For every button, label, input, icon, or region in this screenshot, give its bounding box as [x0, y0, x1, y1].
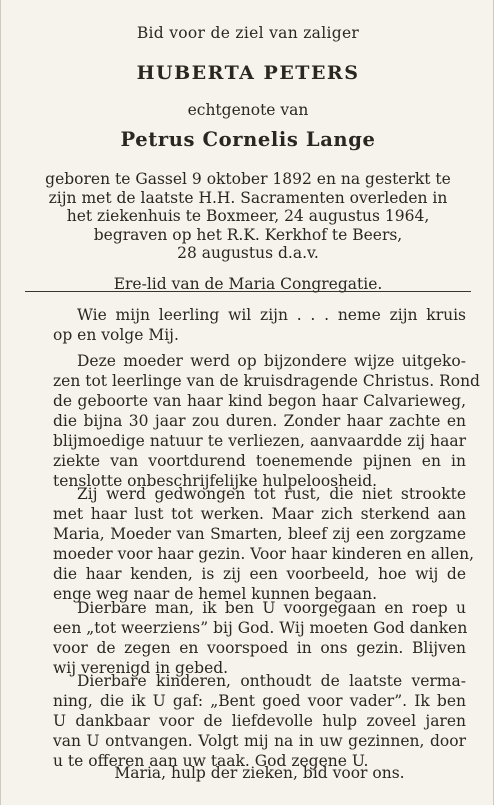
- text-line: met haar lust tot werken. Maar zich sterkend aan: [53, 505, 466, 523]
- text-line: Maria, Moeder van Smarten, bleef zij een zorgzame: [53, 525, 466, 543]
- text-line: u te offeren aan uw taak. God zegene U.: [53, 752, 369, 770]
- text-line: voor de zegen en voorspoed in ons gezin. Blijven: [53, 639, 466, 657]
- text-line: ziekte van voortdurend toenemende pijnen en in: [53, 452, 466, 470]
- text-line: Dierbare man, ik ben U voorgegaan en roep u: [77, 599, 466, 617]
- text-line: zen tot leerlinge van de kruisdragende Christus. Rond: [53, 372, 480, 390]
- text-line: op en volge Mij.: [53, 326, 179, 344]
- bio-line: zijn met de laatste H.H. Sacramenten overleden in: [48, 188, 448, 207]
- text-line: blijmoedige natuur te verliezen, aanvaardde zij haar: [53, 432, 466, 450]
- spouse-of-label: echtgenote van: [187, 101, 309, 119]
- paragraph-husband: [53, 598, 466, 678]
- bio-line: geboren te Gassel 9 oktober 1892 en na gesterkt te: [45, 170, 451, 188]
- text-line: wij verenigd in gebed.: [53, 659, 229, 677]
- spouse-name: Petrus Cornelis Lange: [120, 128, 376, 151]
- text-line: Deze moeder werd op bijzondere wijze uitgeko-: [77, 352, 466, 370]
- paragraph-mother: [53, 351, 480, 491]
- closing-prayer: [53, 763, 466, 783]
- text-line: van U ontvangen. Volgt mij na in uw gezinnen, door: [53, 732, 466, 750]
- bio-line: 28 augustus d.a.v.: [177, 244, 319, 262]
- text-line: ning, die ik U gaf: „Bent goed voor vader”. Ik ben: [53, 692, 466, 710]
- text-line: een „tot weerziens” bij God. Wij moeten God danken: [53, 619, 468, 637]
- text-line: tenslotte onbeschrijfelijke hulpeloosheid.: [53, 472, 378, 490]
- text-line: U dankbaar voor de liefdevolle hulp zoveel jaren: [53, 712, 466, 730]
- honor-line: Ere-lid van de Maria Congregatie.: [113, 274, 383, 293]
- deceased-name: HUBERTA PETERS: [136, 62, 360, 84]
- divider-rule: [25, 291, 471, 292]
- bio-line: het ziekenhuis te Boxmeer, 24 augustus 1964,: [66, 207, 430, 225]
- paragraph-rest: [53, 484, 475, 604]
- text-line: die haar kenden, is zij een voorbeeld, hoe wij de: [53, 565, 466, 583]
- text-line: die bijna 30 jaar zou duren. Zonder haar zachte en: [53, 412, 466, 430]
- text-line: moeder voor haar gezin. Voor haar kinderen en allen,: [53, 545, 475, 563]
- text-line: Zij werd gedwongen tot rust, die niet strookte: [77, 485, 466, 503]
- text-line: enge weg naar de hemel kunnen begaan.: [53, 585, 378, 603]
- biography: [1, 170, 494, 293]
- text-line: Dierbare kinderen, onthoudt de laatste verma-: [77, 672, 466, 690]
- paragraph-children: [53, 671, 466, 771]
- intro-line: Bid voor de ziel van zaliger: [136, 24, 360, 42]
- text-line: de geboorte van haar kind begon haar Calvarieweg,: [53, 392, 466, 410]
- text-line: Maria, hulp der zieken, bid voor ons.: [114, 764, 405, 782]
- bio-line: begraven op het R.K. Kerkhof te Beers,: [93, 225, 403, 244]
- text-line: Wie mijn leerling wil zijn . . . neme zijn kruis: [77, 306, 466, 324]
- paragraph-scripture: [53, 305, 466, 345]
